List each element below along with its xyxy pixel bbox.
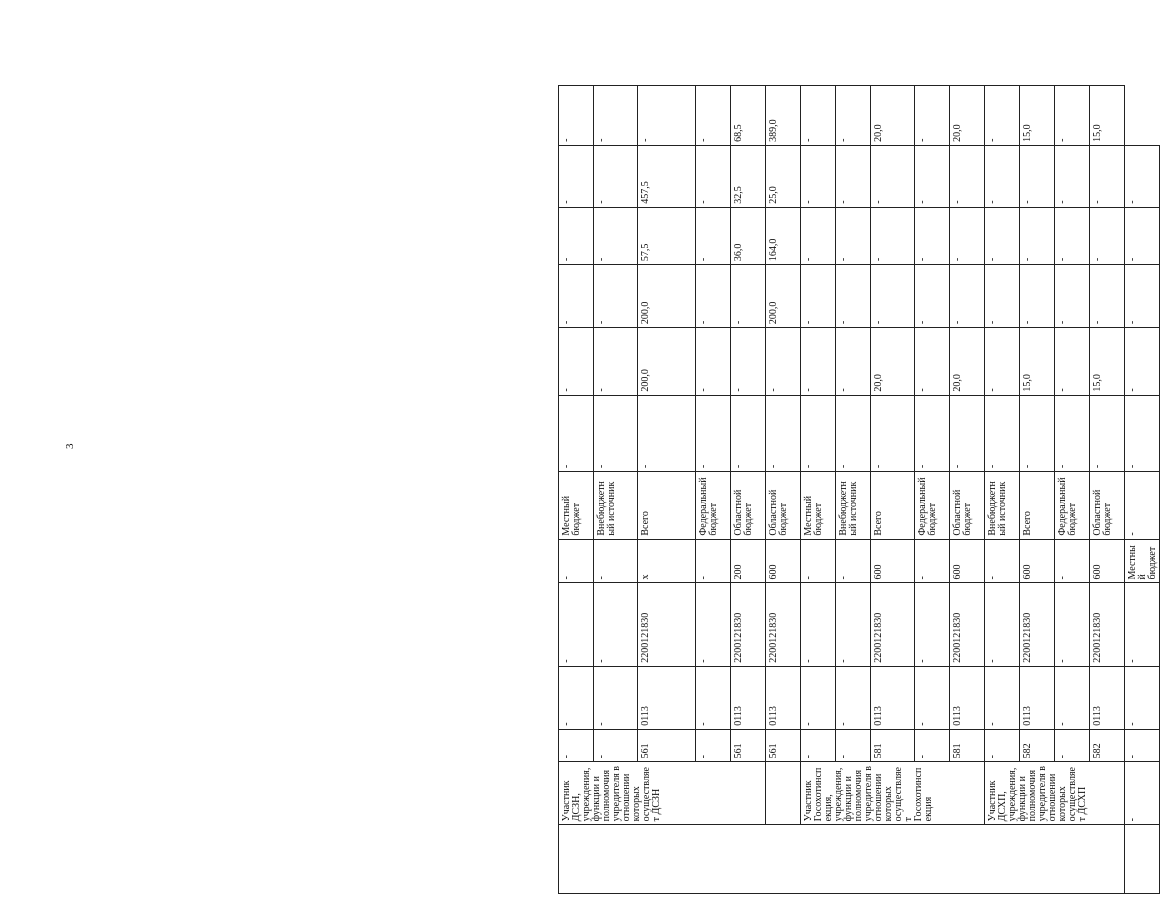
- value-cell: -: [594, 265, 638, 328]
- vr-cell: -: [1125, 583, 1160, 666]
- value-cell: -: [985, 207, 1020, 264]
- value-cell: -: [1125, 328, 1160, 396]
- csr-cell: 2200121830: [638, 583, 696, 666]
- grbs-cell: 561: [766, 729, 801, 762]
- value-cell: 68,5: [731, 86, 766, 146]
- csr-cell: -: [559, 583, 594, 666]
- rzpr-cell: -: [696, 666, 731, 729]
- table-row: [559, 31, 594, 894]
- value-cell: -: [1055, 328, 1090, 396]
- grbs-cell: -: [696, 729, 731, 762]
- grbs-cell: -: [915, 729, 950, 762]
- grbs-cell: 581: [950, 729, 985, 762]
- grbs-cell: 581: [871, 729, 915, 762]
- csr-cell: -: [915, 583, 950, 666]
- value-cell: -: [985, 328, 1020, 396]
- value-cell: -: [801, 265, 836, 328]
- value-cell: 15,0: [1090, 328, 1125, 396]
- csr-cell: -: [836, 583, 871, 666]
- value-cell: -: [696, 207, 731, 264]
- source-cell: Федеральный бюджет: [696, 472, 731, 540]
- table-row: [1125, 31, 1160, 894]
- rotated-table-wrapper: [558, 30, 1158, 894]
- grbs-cell: -: [985, 729, 1020, 762]
- rzpr-cell: -: [915, 666, 950, 729]
- rzpr-cell: -: [836, 666, 871, 729]
- value-cell: -: [915, 395, 950, 472]
- csr-cell: 2200121830: [1090, 583, 1125, 666]
- value-cell: -: [1020, 395, 1055, 472]
- value-cell: -: [950, 395, 985, 472]
- source-cell: Внебюджетный источник: [594, 472, 638, 540]
- value-cell: -: [1125, 265, 1160, 328]
- vr-cell: -: [696, 539, 731, 583]
- value-cell: -: [871, 395, 915, 472]
- value-cell: -: [559, 145, 594, 207]
- value-cell: -: [836, 207, 871, 264]
- source-cell: Федеральный бюджет: [1055, 472, 1090, 540]
- value-cell: -: [766, 395, 801, 472]
- value-cell: -: [801, 395, 836, 472]
- value-cell: -: [836, 395, 871, 472]
- rzpr-cell: -: [594, 666, 638, 729]
- vr-cell: 600: [950, 539, 985, 583]
- value-cell: -: [766, 328, 801, 396]
- csr-cell: -: [985, 583, 1020, 666]
- value-cell: 20,0: [871, 328, 915, 396]
- csr-cell: -: [696, 583, 731, 666]
- value-cell: -: [594, 395, 638, 472]
- table-row: [766, 31, 801, 894]
- source-cell: Местный бюджет: [1125, 539, 1160, 583]
- source-cell: Всего: [638, 472, 696, 540]
- value-cell: -: [915, 265, 950, 328]
- source-cell: Областной бюджет: [766, 472, 801, 540]
- value-cell: -: [559, 328, 594, 396]
- participant-cont-cell: [766, 762, 801, 825]
- vr-cell: 200: [731, 539, 766, 583]
- csr-cell: 2200121830: [766, 583, 801, 666]
- value-cell: -: [1090, 145, 1125, 207]
- value-cell: -: [1055, 145, 1090, 207]
- value-cell: -: [696, 145, 731, 207]
- value-cell: 200,0: [638, 265, 696, 328]
- source-cell: Областной бюджет: [1090, 472, 1125, 540]
- grbs-cell: -: [559, 729, 594, 762]
- source-cell: Всего: [871, 472, 915, 540]
- value-cell: -: [731, 328, 766, 396]
- csr-cell: -: [1055, 583, 1090, 666]
- value-cell: -: [1125, 472, 1160, 540]
- csr-cell: 2200121830: [1020, 583, 1055, 666]
- vr-cell: 600: [766, 539, 801, 583]
- value-cell: -: [985, 86, 1020, 146]
- value-cell: -: [594, 328, 638, 396]
- budget-table: [558, 30, 1160, 894]
- value-cell: -: [594, 145, 638, 207]
- value-cell: -: [1125, 395, 1160, 472]
- csr-cell: 2200121830: [871, 583, 915, 666]
- value-cell: -: [638, 86, 696, 146]
- value-cell: -: [836, 86, 871, 146]
- value-cell: 32,5: [731, 145, 766, 207]
- value-cell: -: [594, 86, 638, 146]
- source-cell: Внебюджетный источник: [985, 472, 1020, 540]
- participant-cell: Участник ДСЗН, учреждения, функции и полномочия учредителя в отношении которых осуществляет ДСЗН: [559, 762, 766, 825]
- value-cell: -: [696, 86, 731, 146]
- value-cell: -: [1055, 395, 1090, 472]
- value-cell: 200,0: [638, 328, 696, 396]
- value-cell: 200,0: [766, 265, 801, 328]
- value-cell: -: [1090, 265, 1125, 328]
- value-cell: -: [696, 328, 731, 396]
- value-cell: -: [950, 145, 985, 207]
- value-cell: 164,0: [766, 207, 801, 264]
- csr-cell: -: [801, 583, 836, 666]
- value-cell: 15,0: [1020, 328, 1055, 396]
- source-cell: Местный бюджет: [559, 472, 594, 540]
- value-cell: 15,0: [1090, 86, 1125, 146]
- value-cell: -: [836, 328, 871, 396]
- value-cell: 20,0: [871, 86, 915, 146]
- vr-cell: -: [1055, 539, 1090, 583]
- value-cell: -: [1090, 395, 1125, 472]
- value-cell: -: [836, 265, 871, 328]
- value-cell: -: [731, 395, 766, 472]
- value-cell: 36,0: [731, 207, 766, 264]
- value-cell: -: [1055, 207, 1090, 264]
- source-cell: Местный бюджет: [801, 472, 836, 540]
- source-cell: Внебюджетный источник: [836, 472, 871, 540]
- value-cell: -: [871, 265, 915, 328]
- vr-cell: х: [638, 539, 696, 583]
- value-cell: -: [696, 395, 731, 472]
- grbs-cell: -: [594, 729, 638, 762]
- value-cell: -: [871, 145, 915, 207]
- value-cell: -: [871, 207, 915, 264]
- vr-cell: -: [836, 539, 871, 583]
- value-cell: -: [559, 265, 594, 328]
- value-cell: -: [1125, 145, 1160, 207]
- grbs-cell: -: [836, 729, 871, 762]
- value-cell: -: [985, 265, 1020, 328]
- value-cell: -: [559, 86, 594, 146]
- csr-cell: 2200121830: [950, 583, 985, 666]
- value-cell: 389,0: [766, 86, 801, 146]
- value-cell: -: [801, 207, 836, 264]
- value-cell: 20,0: [950, 86, 985, 146]
- value-cell: -: [915, 207, 950, 264]
- vr-cell: -: [985, 539, 1020, 583]
- vr-cell: 600: [1090, 539, 1125, 583]
- value-cell: 57,5: [638, 207, 696, 264]
- csr-cell: 2200121830: [731, 583, 766, 666]
- value-cell: -: [801, 86, 836, 146]
- value-cell: -: [731, 265, 766, 328]
- value-cell: -: [559, 207, 594, 264]
- value-cell: 15,0: [1020, 86, 1055, 146]
- value-cell: 20,0: [950, 328, 985, 396]
- value-cell: -: [985, 395, 1020, 472]
- value-cell: -: [836, 145, 871, 207]
- page-number: 3: [64, 443, 76, 449]
- source-cell: Областной бюджет: [950, 472, 985, 540]
- table-row: [985, 31, 1020, 894]
- value-cell: -: [1020, 207, 1055, 264]
- source-cell: Федеральный бюджет: [915, 472, 950, 540]
- value-cell: -: [559, 395, 594, 472]
- value-cell: -: [1090, 207, 1125, 264]
- rzpr-cell: -: [801, 666, 836, 729]
- csr-cell: -: [1125, 666, 1160, 729]
- grbs-cell: 561: [638, 729, 696, 762]
- grbs-cell: -: [1055, 729, 1090, 762]
- empty-column-cell: [559, 825, 1125, 894]
- vr-cell: 600: [1020, 539, 1055, 583]
- value-cell: -: [594, 207, 638, 264]
- value-cell: -: [1055, 86, 1090, 146]
- rzpr-cell: 0113: [766, 666, 801, 729]
- value-cell: -: [915, 86, 950, 146]
- value-cell: 457,5: [638, 145, 696, 207]
- value-cell: -: [985, 145, 1020, 207]
- grbs-cell: -: [801, 729, 836, 762]
- value-cell: -: [1125, 207, 1160, 264]
- participant-cell: Участник ДСХП, учреждения, функции и полномочия учредителя в отношении которых осуществляет ДСХП: [985, 762, 1125, 825]
- rzpr-cell: 0113: [1020, 666, 1055, 729]
- rzpr-cell: 0113: [731, 666, 766, 729]
- value-cell: -: [950, 265, 985, 328]
- rzpr-cell: 0113: [638, 666, 696, 729]
- value-cell: -: [801, 328, 836, 396]
- value-cell: -: [1020, 145, 1055, 207]
- value-cell: -: [1055, 265, 1090, 328]
- rzpr-cell: 0113: [871, 666, 915, 729]
- vr-cell: -: [915, 539, 950, 583]
- vr-cell: -: [594, 539, 638, 583]
- value-cell: -: [915, 328, 950, 396]
- source-cell: Всего: [1020, 472, 1055, 540]
- value-cell: -: [638, 395, 696, 472]
- rzpr-cell: -: [1125, 729, 1160, 762]
- vr-cell: -: [559, 539, 594, 583]
- grbs-cell: 582: [1020, 729, 1055, 762]
- value-cell: -: [801, 145, 836, 207]
- value-cell: -: [950, 207, 985, 264]
- vr-cell: -: [801, 539, 836, 583]
- participant-cell: Участник Госохотинспекция, учреждения, функции и полномочия учредителя в отношении которых осуществляет Госохотинспекция: [801, 762, 985, 825]
- value-cell: -: [915, 145, 950, 207]
- csr-cell: -: [594, 583, 638, 666]
- rzpr-cell: 0113: [1090, 666, 1125, 729]
- value-cell: -: [696, 265, 731, 328]
- table-row: [801, 31, 836, 894]
- grbs-cell: 582: [1090, 729, 1125, 762]
- grbs-cell: 561: [731, 729, 766, 762]
- value-cell: -: [1020, 265, 1055, 328]
- value-cell: 25,0: [766, 145, 801, 207]
- grbs-cell: -: [1125, 762, 1160, 825]
- vr-cell: 600: [871, 539, 915, 583]
- source-cell: Областной бюджет: [731, 472, 766, 540]
- rzpr-cell: -: [985, 666, 1020, 729]
- rzpr-cell: -: [559, 666, 594, 729]
- participant-cont-cell: [1125, 825, 1160, 894]
- rzpr-cell: 0113: [950, 666, 985, 729]
- rzpr-cell: -: [1055, 666, 1090, 729]
